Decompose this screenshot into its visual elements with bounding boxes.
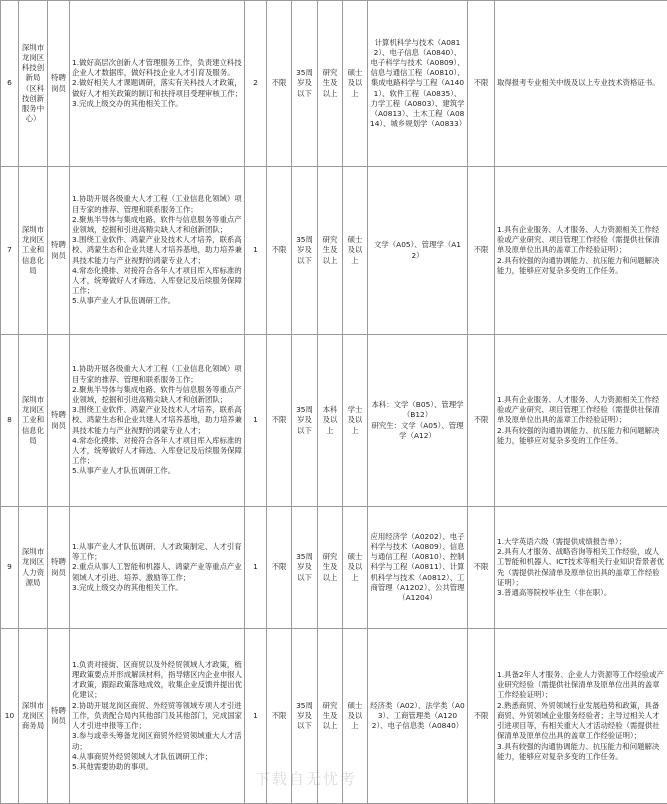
duties-cell (70, 335, 245, 507)
headcount-cell: 1 (245, 335, 267, 507)
duties-cell-line: 3.围绕工业软件、鸿蒙产业及技术人才培养，联系高校、鸿蒙生态和企业共建人才培养基地，助力培养兼具技术能力与产业视野的鸿蒙专业人才； (72, 235, 242, 266)
major-cell-line: 经济类（A02）、法学类（A03）、工商管理类（A1202）、电子信息类（A0840） (370, 701, 465, 732)
post-name-cell: 特聘岗员 (48, 167, 70, 335)
table-row (1, 1, 667, 167)
department-cell: 深圳市龙岗区工业和信息化局 (19, 335, 48, 507)
department-cell: 深圳市龙岗区科技创新局（区科技创新服务中心） (19, 1, 48, 167)
duties-cell-line: 5.从事产业人才队伍调研工作。 (72, 466, 242, 476)
requirements-cell-line: 2.具有较强的沟通协调能力、抗压能力和问题解决能力，能够应对复杂多变的工作任务。 (497, 426, 665, 446)
duties-cell-line: 3.完成上级交办的其他相关工作。 (72, 99, 242, 109)
duties-cell-line: 2.做好相关人才课题调研，落实有关科技人才政策，做好人才相关政策的制订和扶持项目受理审核工作； (72, 78, 242, 98)
duties-cell-line: 3.围绕工业软件、鸿蒙产业及技术人才培养，联系高校、鸿蒙生态和企业共建人才培养基地，助力培养兼具技术能力与产业视野的鸿蒙专业人才； (72, 405, 242, 436)
household-cell: 不限 (468, 1, 495, 167)
seq-cell: 9 (1, 507, 19, 629)
requirements-cell-line: 取得报考专业相关中级及以上专业技术资格证书。 (497, 78, 665, 88)
duties-cell-line: 1.从事产业人才队伍调研、人才政策制定、人才引育等工作； (72, 542, 242, 562)
seq-cell: 6 (1, 1, 19, 167)
duties-cell-line: 3.完成上级交办的其他相关工作。 (72, 583, 242, 593)
seq-cell: 8 (1, 335, 19, 507)
gender-cell: 不限 (267, 1, 292, 167)
gender-cell: 不限 (267, 629, 292, 804)
headcount-cell: 1 (245, 507, 267, 629)
duties-cell-line: 5.其他需要协助的事项。 (72, 762, 242, 772)
watermark: 下载自无忧考 (255, 768, 357, 789)
table-row (1, 629, 667, 804)
gender-cell: 不限 (267, 335, 292, 507)
degree-cell: 硕士及以上 (343, 167, 368, 335)
requirements-cell-line: 1.大学英语六级（需提供成绩报告单）； (497, 537, 665, 547)
major-cell (368, 335, 468, 507)
duties-cell-line: 4.常态化摸排、对接符合各年人才项目库入库标准的人才，统筹做好人才筛选、入库登记及后续服务保障工作； (72, 436, 242, 467)
requirements-cell (495, 167, 667, 335)
post-name-cell: 特聘岗员 (48, 629, 70, 804)
headcount-cell: 1 (245, 629, 267, 804)
major-cell (368, 507, 468, 629)
duties-cell-line: 2.重点从事人工智能和机器人、鸿蒙产业等重点产业领域人才引进、培养、激励等工作； (72, 562, 242, 582)
requirements-cell-line: 2.具有较强的沟通协调能力、抗压能力和问题解决能力，能够应对复杂多变的工作任务。 (497, 256, 665, 276)
major-cell-line: 研究生：文学（A05）、管理学（A12） (370, 421, 465, 441)
degree-cell: 硕士及以上 (343, 629, 368, 804)
requirements-cell (495, 629, 667, 804)
department-cell: 深圳市龙岗区人力资源局 (19, 507, 48, 629)
duties-cell-line: 1.协助开展各级重大人才工程（工业信息化领域）项目专家的推荐、管理和联系服务工作； (72, 194, 242, 214)
duties-cell-line: 4.常态化摸排、对接符合各年人才项目库入库标准的人才，统筹做好人才筛选、入库登记及后续服务保障工作； (72, 266, 242, 297)
requirements-cell-line: 3.普通高等院校毕业生（非在职）。 (497, 588, 665, 598)
requirements-cell-line: 1.具备2年人才服务、企业人力资源等工作经验或产业研究经验（需提供社保清单及原单位出具的盖章工作经验证明）； (497, 670, 665, 701)
education-cell: 研究生及以上 (318, 629, 343, 804)
gender-cell: 不限 (267, 167, 292, 335)
age-cell: 35周岁及以下 (292, 335, 318, 507)
duties-cell-line: 1.做好高层次创新人才管理服务工作，负责建立科技企业人才数据库，做好科技企业人才引育及服务。 (72, 58, 242, 78)
duties-cell (70, 167, 245, 335)
duties-cell (70, 507, 245, 629)
headcount-cell: 2 (245, 1, 267, 167)
duties-cell (70, 629, 245, 804)
major-cell (368, 1, 468, 167)
seq-cell: 7 (1, 167, 19, 335)
duties-cell-line: 2.聚焦半导体与集成电路、软件与信息服务等重点产业领域，挖掘和引进高精尖缺人才和创新团队； (72, 215, 242, 235)
major-cell (368, 629, 468, 804)
education-cell: 研究生及以上 (318, 507, 343, 629)
requirements-cell (495, 335, 667, 507)
duties-cell-line: 1.负责对接街、区商贸以及外经贸领域人才政策，梳理政策要点并形成解读材料，指导辖区内企业申报人才政策，跟踪政策落地成效，收集企业反馈并提出优化建议； (72, 660, 242, 701)
post-name-cell: 特聘岗员 (48, 1, 70, 167)
headcount-cell: 1 (245, 167, 267, 335)
household-cell: 不限 (468, 335, 495, 507)
age-cell: 35周岁及以下 (292, 507, 318, 629)
requirements-cell-line: 2.具有人才服务、战略咨询等相关工作经验，或人工智能和机器人、ICT技术等相关行业知识背景者优先（需提供社保清单及原单位出具的盖章工作经验证明）； (497, 547, 665, 588)
education-cell: 本科及以上 (318, 335, 343, 507)
age-cell: 35周岁及以下 (292, 167, 318, 335)
household-cell: 不限 (468, 629, 495, 804)
requirements-cell-line: 2.熟悉商贸、外贸领域行业发展趋势和政策，具备商贸、外贸领域企业服务经验者；主导过相关人才引进项目等，有相关重大人才活动经验（需提供社保清单及原单位出具的盖章工作经验证明）； (497, 701, 665, 742)
requirements-cell (495, 507, 667, 629)
degree-cell: 硕士及以上 (343, 1, 368, 167)
household-cell: 不限 (468, 507, 495, 629)
education-cell: 研究生及以上 (318, 167, 343, 335)
table-row (1, 167, 667, 335)
major-cell-line: 计算机科学与技术（A0812）、电子信息（A0840）、电子科学与技术（A0809）、信息与通信工程（A0810）、集成电路科学与工程（A1401）、软件工程（A0835）、力学工程（A0803）、建筑学（A0813）、土木工程（A0814）、城乡规划学（A0833） (370, 38, 465, 130)
education-cell: 研究生及以上 (318, 1, 343, 167)
degree-cell: 学士及以上 (343, 335, 368, 507)
table-row (1, 507, 667, 629)
age-cell: 35周岁及以下 (292, 1, 318, 167)
major-cell-line: 本科：文学（B05）、管理学（B12） (370, 400, 465, 420)
age-cell: 35周岁及以下 (292, 629, 318, 804)
duties-cell (70, 1, 245, 167)
gender-cell: 不限 (267, 507, 292, 629)
post-name-cell: 特聘岗员 (48, 507, 70, 629)
major-cell-line: 文学（A05）、管理学（A12） (370, 240, 465, 260)
duties-cell-line: 4.从事商贸外经贸领域人才队伍调研工作； (72, 752, 242, 762)
major-cell (368, 167, 468, 335)
duties-cell-line: 1.协助开展各级重大人才工程（工业信息化领域）项目专家的推荐、管理和联系服务工作； (72, 364, 242, 384)
requirements-cell-line: 1.具有企业服务、人才服务、人力资源相关工作经验或产业研究、项目管理工作经验（需提供社保清单及原单位出具的盖章工作经验证明）； (497, 225, 665, 256)
seq-cell: 10 (1, 629, 19, 804)
major-cell-line: 应用经济学（A0202）、电子科学与技术（A0809）、信息与通信工程（A0810）、控制科学与工程（A0811）、计算机科学与技术（A0812）、工商管理（A1202）、公共管理（A1204） (370, 532, 465, 604)
requirements-cell-line: 3.具有较强的沟通协调能力、抗压能力和问题解决能力，能够应对复杂多变的工作任务。 (497, 742, 665, 762)
requirements-cell (495, 1, 667, 167)
duties-cell-line: 2.聚焦半导体与集成电路、软件与信息服务等重点产业领域，挖掘和引进高精尖缺人才和创新团队； (72, 385, 242, 405)
duties-cell-line: 5.从事产业人才队伍调研工作。 (72, 296, 242, 306)
department-cell: 深圳市龙岗区工业和信息化局 (19, 167, 48, 335)
duties-cell-line: 2.协助开展龙岗区商贸、外经贸等领域专项人才引进工作，负责配合局内其他部门及其他部门，完成国家人才引进申报等工作； (72, 701, 242, 732)
table-row (1, 335, 667, 507)
requirements-cell-line: 1.具有企业服务、人才服务、人力资源相关工作经验或产业研究、项目管理工作经验（需提供社保清单及原单位出具的盖章工作经验证明）； (497, 395, 665, 426)
post-name-cell: 特聘岗员 (48, 335, 70, 507)
household-cell: 不限 (468, 167, 495, 335)
duties-cell-line: 3.参与或牵头筹备龙岗区商贸外经贸领域重大人才活动； (72, 731, 242, 751)
degree-cell: 硕士及以上 (343, 507, 368, 629)
department-cell: 深圳市龙岗区商务局 (19, 629, 48, 804)
